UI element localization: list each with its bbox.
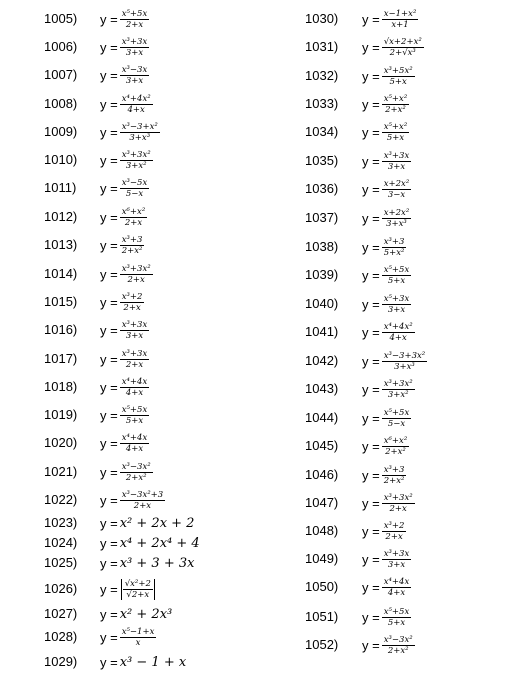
fraction bbox=[382, 635, 415, 656]
fraction-denominator: 5−x bbox=[125, 188, 144, 199]
y-equals-label: y = bbox=[100, 11, 118, 27]
problem-equation bbox=[362, 293, 411, 315]
y-equals-label: y = bbox=[100, 67, 118, 83]
problem-equation bbox=[100, 432, 149, 454]
problem-equation bbox=[362, 576, 411, 598]
y-equals-label: y = bbox=[100, 124, 118, 140]
fraction bbox=[120, 627, 157, 648]
fraction-denominator: 2+x² bbox=[383, 475, 405, 486]
y-equals-label: y = bbox=[100, 581, 118, 597]
fraction-numerator: x⁵+5x bbox=[383, 606, 410, 617]
fraction bbox=[382, 351, 427, 372]
problem-equation bbox=[362, 407, 411, 429]
fraction-denominator: 2+x bbox=[127, 274, 145, 285]
y-equals-label: y = bbox=[100, 379, 118, 395]
problem-equation bbox=[362, 207, 411, 229]
fraction bbox=[120, 37, 150, 58]
problem-equation bbox=[362, 150, 411, 172]
inline-expression: x⁴ + 2x⁴ + 4 bbox=[119, 535, 200, 551]
problem-number: 1038) bbox=[305, 239, 339, 254]
problem-equation bbox=[100, 376, 149, 398]
problem-equation bbox=[362, 36, 424, 58]
problem-number: 1045) bbox=[305, 438, 339, 453]
fraction-numerator: x⁶+x² bbox=[121, 206, 146, 217]
problem-number: 1013) bbox=[44, 237, 78, 252]
fraction-numerator: x⁴+4x² bbox=[383, 321, 413, 332]
y-equals-label: y = bbox=[362, 210, 380, 226]
problem-equation bbox=[362, 93, 409, 115]
y-equals-label: y = bbox=[362, 579, 380, 595]
fraction-numerator: x⁶+x² bbox=[383, 435, 408, 446]
fraction-numerator: x⁴+4x bbox=[121, 432, 148, 443]
y-equals-label: y = bbox=[100, 351, 118, 367]
fraction-denominator: 2+x bbox=[133, 500, 152, 511]
fraction bbox=[120, 178, 150, 199]
problem-equation bbox=[100, 234, 144, 256]
problem-equation bbox=[362, 548, 411, 570]
fraction bbox=[120, 292, 145, 313]
fraction bbox=[382, 265, 412, 286]
problem-number: 1039) bbox=[305, 267, 339, 282]
fraction bbox=[120, 377, 150, 398]
fraction-numerator: √x²+2 bbox=[124, 578, 151, 589]
fraction bbox=[382, 577, 412, 598]
fraction-numerator: x−1+x² bbox=[383, 8, 417, 19]
fraction bbox=[120, 122, 160, 143]
fraction bbox=[382, 549, 412, 570]
y-equals-label: y = bbox=[362, 96, 380, 112]
fraction-denominator: 2+x² bbox=[125, 472, 147, 483]
fraction-numerator: x³+2 bbox=[383, 520, 405, 531]
fraction-denominator: 4+x bbox=[127, 104, 145, 115]
problem-equation bbox=[100, 489, 165, 511]
fraction bbox=[120, 264, 153, 285]
fraction-numerator: x⁵+x² bbox=[383, 121, 408, 132]
fraction-denominator: 3+x³ bbox=[386, 218, 407, 229]
y-equals-label: y = bbox=[100, 237, 118, 253]
fraction bbox=[382, 322, 415, 343]
problem-equation bbox=[362, 634, 415, 656]
problem-equation bbox=[100, 93, 153, 115]
fraction-denominator: 2+x bbox=[385, 531, 403, 542]
fraction bbox=[382, 9, 419, 30]
fraction-denominator: 3+x bbox=[387, 161, 406, 172]
fraction-denominator: 3+x bbox=[125, 47, 144, 58]
fraction-numerator: x³+3x² bbox=[121, 263, 151, 274]
y-equals-label: y = bbox=[362, 467, 380, 483]
fraction bbox=[120, 65, 150, 86]
fraction-denominator: 4+x bbox=[125, 387, 144, 398]
fraction-denominator: 5+x bbox=[125, 415, 144, 426]
fraction-denominator: 3+x bbox=[387, 304, 406, 315]
problem-number: 1008) bbox=[44, 96, 78, 111]
fraction bbox=[382, 208, 412, 229]
fraction-denominator: 2+x bbox=[125, 359, 144, 370]
problem-equation bbox=[100, 461, 153, 483]
problem-number: 1040) bbox=[305, 296, 339, 311]
fraction-denominator: 2+x bbox=[123, 302, 141, 313]
fraction-denominator: x bbox=[135, 637, 141, 648]
fraction-numerator: x⁴+4x bbox=[383, 576, 410, 587]
fraction-denominator: 2+x² bbox=[387, 645, 409, 656]
problem-equation bbox=[100, 578, 155, 600]
fraction-numerator: x³−3x²+3 bbox=[121, 489, 164, 500]
y-equals-label: y = bbox=[362, 495, 380, 511]
y-equals-label: y = bbox=[100, 654, 118, 670]
problem-number: 1027) bbox=[44, 606, 78, 621]
problem-equation bbox=[362, 121, 409, 143]
fraction-numerator: x⁴+4x² bbox=[121, 93, 151, 104]
problem-equation bbox=[362, 520, 406, 542]
y-equals-label: y = bbox=[100, 464, 118, 480]
fraction bbox=[382, 408, 412, 429]
fraction-numerator: x³+3x bbox=[383, 150, 410, 161]
fraction bbox=[120, 9, 150, 30]
fraction-denominator: 4+x bbox=[125, 443, 144, 454]
problem-number: 1029) bbox=[44, 654, 78, 669]
fraction-numerator: x³+3x² bbox=[383, 378, 413, 389]
fraction-denominator: 3+x³ bbox=[129, 132, 151, 143]
y-equals-label: y = bbox=[100, 209, 118, 225]
fraction bbox=[120, 462, 153, 483]
fraction bbox=[120, 320, 150, 341]
fraction bbox=[382, 66, 415, 87]
problem-number: 1050) bbox=[305, 579, 339, 594]
fraction-denominator: 2+x bbox=[125, 19, 144, 30]
fraction-denominator: 5+x² bbox=[383, 247, 405, 258]
fraction-denominator: 3+x² bbox=[387, 389, 409, 400]
problem-number: 1035) bbox=[305, 153, 339, 168]
problem-number: 1011) bbox=[44, 180, 77, 195]
fraction-numerator: x³+3x bbox=[121, 36, 148, 47]
fraction-numerator: x⁵+5x bbox=[121, 404, 148, 415]
problem-number: 1009) bbox=[44, 124, 78, 139]
problem-equation bbox=[362, 264, 411, 286]
fraction-denominator: 3+x² bbox=[125, 160, 147, 171]
problem-number: 1025) bbox=[44, 555, 78, 570]
fraction-numerator: x⁵+5x bbox=[121, 8, 148, 19]
problem-number: 1019) bbox=[44, 407, 78, 422]
problem-number: 1018) bbox=[44, 379, 78, 394]
problem-equation bbox=[100, 36, 149, 58]
fraction-denominator: 5+x bbox=[387, 617, 406, 628]
fraction-denominator: 3+x³ bbox=[394, 361, 415, 372]
problem-equation bbox=[100, 291, 144, 313]
y-equals-label: y = bbox=[100, 515, 118, 531]
problem-equation bbox=[100, 177, 149, 199]
problem-equation bbox=[100, 404, 149, 426]
problem-equation bbox=[362, 178, 411, 200]
fraction bbox=[120, 349, 150, 370]
problem-number: 1021) bbox=[44, 464, 78, 479]
y-equals-label: y = bbox=[362, 637, 380, 653]
fraction-numerator: x³−3+x² bbox=[121, 121, 158, 132]
problem-equation bbox=[100, 552, 194, 574]
fraction-denominator: 2+x² bbox=[385, 446, 406, 457]
fraction-numerator: x³+3 bbox=[121, 234, 143, 245]
problem-equation bbox=[362, 492, 415, 514]
problem-number: 1020) bbox=[44, 435, 78, 450]
y-equals-label: y = bbox=[362, 353, 380, 369]
fraction-numerator: x³+3 bbox=[383, 464, 405, 475]
fraction bbox=[120, 405, 150, 426]
fraction bbox=[382, 379, 415, 400]
y-equals-label: y = bbox=[100, 435, 118, 451]
problem-number: 1030) bbox=[305, 11, 339, 26]
fraction bbox=[120, 94, 153, 115]
y-equals-label: y = bbox=[362, 410, 380, 426]
fraction-numerator: x³+5x² bbox=[383, 65, 413, 76]
fraction-numerator: x+2x² bbox=[383, 178, 410, 189]
fraction bbox=[382, 94, 410, 115]
y-equals-label: y = bbox=[362, 11, 380, 27]
fraction-numerator: x³+3x² bbox=[121, 149, 151, 160]
problem-number: 1033) bbox=[305, 96, 339, 111]
fraction-denominator: 3+x bbox=[125, 75, 144, 86]
fraction bbox=[120, 235, 145, 256]
fraction-numerator: x³+3x bbox=[121, 319, 148, 330]
problem-equation bbox=[100, 512, 194, 534]
problem-equation bbox=[362, 65, 415, 87]
problem-number: 1026) bbox=[44, 581, 78, 596]
fraction-denominator: 4+x bbox=[389, 332, 407, 343]
problem-number: 1046) bbox=[305, 467, 339, 482]
problem-equation bbox=[100, 206, 147, 228]
inline-expression: x² + 2x³ bbox=[119, 606, 173, 622]
problem-equation bbox=[362, 378, 415, 400]
y-equals-label: y = bbox=[362, 39, 380, 55]
fraction bbox=[382, 465, 407, 486]
y-equals-label: y = bbox=[362, 523, 380, 539]
fraction-numerator: x³+2 bbox=[121, 291, 143, 302]
fraction bbox=[382, 151, 412, 172]
problem-number: 1051) bbox=[305, 609, 339, 624]
fraction-denominator: 3+x bbox=[125, 330, 144, 341]
y-equals-label: y = bbox=[100, 555, 118, 571]
problem-number: 1052) bbox=[305, 637, 339, 652]
fraction-denominator: x+1 bbox=[391, 19, 409, 30]
problem-equation bbox=[100, 64, 149, 86]
fraction-numerator: x³+3x² bbox=[383, 492, 413, 503]
fraction-numerator: x³+3x bbox=[383, 548, 410, 559]
fraction bbox=[120, 490, 165, 511]
fraction-denominator: 2+√x³ bbox=[389, 47, 416, 58]
absolute-value-bars bbox=[121, 579, 155, 600]
problem-number: 1036) bbox=[305, 181, 339, 196]
problem-number: 1015) bbox=[44, 294, 78, 309]
fraction-denominator: 5−x bbox=[387, 418, 406, 429]
fraction-numerator: x⁵+5x bbox=[383, 407, 410, 418]
y-equals-label: y = bbox=[362, 296, 380, 312]
problem-number: 1014) bbox=[44, 266, 78, 281]
y-equals-label: y = bbox=[100, 492, 118, 508]
y-equals-label: y = bbox=[362, 551, 380, 567]
problem-number: 1005) bbox=[44, 11, 78, 26]
problem-number: 1010) bbox=[44, 152, 78, 167]
y-equals-label: y = bbox=[100, 96, 118, 112]
fraction-denominator: 2+x bbox=[389, 503, 407, 514]
fraction bbox=[382, 122, 410, 143]
fraction bbox=[382, 237, 407, 258]
y-equals-label: y = bbox=[362, 609, 380, 625]
y-equals-label: y = bbox=[100, 152, 118, 168]
y-equals-label: y = bbox=[362, 239, 380, 255]
fraction-denominator: √2+x bbox=[126, 589, 150, 600]
fraction-numerator: x⁵+x² bbox=[383, 93, 408, 104]
fraction bbox=[120, 433, 150, 454]
y-equals-label: y = bbox=[362, 68, 380, 84]
fraction-numerator: x³+3x bbox=[121, 348, 148, 359]
fraction bbox=[382, 607, 412, 628]
fraction-denominator: 2+x² bbox=[121, 245, 143, 256]
y-equals-label: y = bbox=[100, 629, 118, 645]
fraction-denominator: 5+x bbox=[386, 132, 405, 143]
fraction-denominator: 5+x bbox=[389, 76, 407, 87]
problem-equation bbox=[100, 348, 149, 370]
fraction-numerator: x⁵−1+x bbox=[121, 626, 155, 637]
problem-number: 1032) bbox=[305, 68, 339, 83]
problem-number: 1041) bbox=[305, 324, 339, 339]
problem-equation bbox=[362, 321, 415, 343]
y-equals-label: y = bbox=[362, 324, 380, 340]
problem-equation bbox=[100, 263, 153, 285]
fraction bbox=[382, 521, 407, 542]
fraction-numerator: x³−3+3x² bbox=[383, 350, 426, 361]
problem-equation bbox=[362, 350, 427, 372]
fraction-denominator: 2+x bbox=[124, 217, 143, 228]
inline-expression: x² + 2x + 2 bbox=[119, 515, 195, 531]
problem-equation bbox=[362, 435, 409, 457]
problem-number: 1028) bbox=[44, 629, 78, 644]
problem-equation bbox=[362, 8, 418, 30]
problem-equation bbox=[100, 149, 153, 171]
y-equals-label: y = bbox=[100, 606, 118, 622]
problem-equation bbox=[100, 121, 160, 143]
problem-number: 1016) bbox=[44, 322, 78, 337]
problem-number: 1022) bbox=[44, 492, 78, 507]
problem-number: 1044) bbox=[305, 410, 339, 425]
problem-number: 1007) bbox=[44, 67, 78, 82]
problem-equation bbox=[100, 319, 149, 341]
fraction-numerator: x³−3x² bbox=[121, 461, 151, 472]
fraction-numerator: x⁵+5x bbox=[383, 264, 410, 275]
problem-number: 1037) bbox=[305, 210, 339, 225]
fraction-numerator: x³−5x bbox=[121, 177, 148, 188]
problem-equation bbox=[362, 464, 406, 486]
problem-number: 1048) bbox=[305, 523, 339, 538]
inline-expression: x³ − 1 + x bbox=[119, 654, 187, 670]
fraction bbox=[120, 150, 153, 171]
problem-equation bbox=[100, 8, 149, 30]
fraction-denominator: 4+x bbox=[387, 587, 406, 598]
y-equals-label: y = bbox=[100, 180, 118, 196]
fraction-numerator: x³+3 bbox=[383, 236, 405, 247]
fraction-denominator: 2+x² bbox=[385, 104, 406, 115]
fraction-denominator: 3+x bbox=[387, 559, 406, 570]
y-equals-label: y = bbox=[362, 153, 380, 169]
y-equals-label: y = bbox=[362, 381, 380, 397]
fraction-numerator: x⁴+4x bbox=[121, 376, 148, 387]
problem-equation bbox=[362, 606, 411, 628]
problem-number: 1017) bbox=[44, 351, 78, 366]
fraction bbox=[382, 493, 415, 514]
problem-number: 1023) bbox=[44, 515, 78, 530]
problem-equation bbox=[100, 532, 200, 554]
problem-number: 1049) bbox=[305, 551, 339, 566]
problem-number: 1012) bbox=[44, 209, 78, 224]
fraction bbox=[382, 179, 412, 200]
problem-number: 1047) bbox=[305, 495, 339, 510]
problem-equation bbox=[100, 651, 186, 673]
fraction bbox=[123, 579, 153, 600]
problem-number: 1031) bbox=[305, 39, 339, 54]
y-equals-label: y = bbox=[100, 266, 118, 282]
problem-number: 1042) bbox=[305, 353, 339, 368]
problem-number: 1043) bbox=[305, 381, 339, 396]
y-equals-label: y = bbox=[362, 181, 380, 197]
inline-expression: x³ + 3 + 3x bbox=[119, 555, 195, 571]
problem-number: 1024) bbox=[44, 535, 78, 550]
problem-number: 1034) bbox=[305, 124, 339, 139]
y-equals-label: y = bbox=[362, 267, 380, 283]
problem-equation bbox=[100, 626, 156, 648]
y-equals-label: y = bbox=[362, 438, 380, 454]
fraction-denominator: 5+x bbox=[387, 275, 406, 286]
y-equals-label: y = bbox=[100, 39, 118, 55]
fraction-numerator: x³−3x² bbox=[383, 634, 413, 645]
problem-equation bbox=[100, 603, 172, 625]
problem-number: 1006) bbox=[44, 39, 78, 54]
y-equals-label: y = bbox=[100, 535, 118, 551]
y-equals-label: y = bbox=[100, 294, 118, 310]
fraction bbox=[382, 37, 424, 58]
fraction-numerator: x⁵+3x bbox=[383, 293, 410, 304]
fraction bbox=[382, 294, 412, 315]
y-equals-label: y = bbox=[362, 124, 380, 140]
y-equals-label: y = bbox=[100, 322, 118, 338]
fraction-numerator: x³−3x bbox=[121, 64, 148, 75]
problem-equation bbox=[362, 236, 406, 258]
fraction-numerator: x+2x² bbox=[383, 207, 410, 218]
fraction bbox=[382, 436, 410, 457]
fraction-numerator: √x+2+x² bbox=[383, 36, 422, 47]
fraction-denominator: 3−x bbox=[387, 189, 406, 200]
y-equals-label: y = bbox=[100, 407, 118, 423]
fraction bbox=[120, 207, 148, 228]
